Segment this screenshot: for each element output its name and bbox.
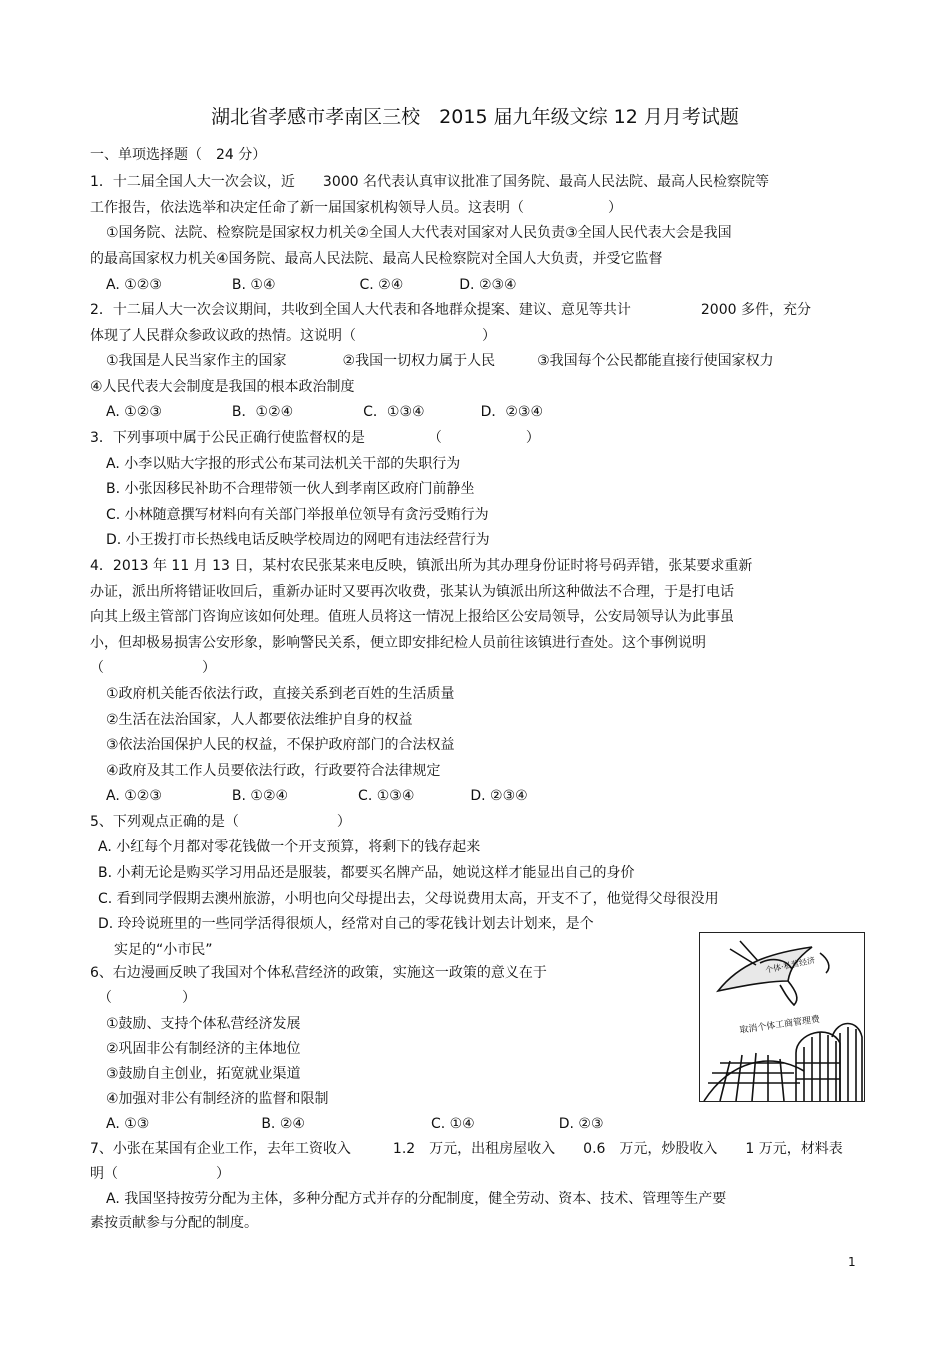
question-4-stem-cont-3: 小，但却极易损害公安形象，影响警民关系，便立即安排纪检人员前往该镇进行查处。这个事例说明 [90,635,706,651]
cartoon-caption-text: 取消个体工商管理费 [739,1014,821,1036]
cartoon-drawing [700,933,864,1101]
question-1-stem-cont: 工作报告，依法选举和决定任命了新一届国家机构领导人员。这表明（ ） [90,200,622,216]
question-3-option-a: A. 小李以贴大字报的形式公布某司法机关干部的失职行为 [106,456,461,472]
question-7-option-a-cont: 素按贡献参与分配的制度。 [90,1215,258,1231]
question-6-answer-bracket: （ ） [98,990,196,1006]
question-2-options: A. ①②③ B．①②④ C．①③④ D．②③④ [106,404,543,420]
question-1-statements-cont: 的最高国家权力机关④国务院、最高人民法院、最高人民检察院对全国人大负责，并受它监督 [90,251,663,267]
policy-cartoon [699,932,865,1102]
question-3-option-c: C. 小林随意撰写材料向有关部门举报单位领导有贪污受贿行为 [106,507,489,523]
question-6-options: A. ①③ B. ②④ C. ①④ D. ②③ [106,1116,604,1132]
question-3-option-d: D. 小王拨打市长热线电话反映学校周边的网吧有违法经营行为 [106,532,490,548]
page-title: 湖北省孝感市孝南区三校 2015 届九年级文综 12 月月考试题 [211,106,739,128]
page-number: 1 [848,1255,856,1269]
question-2-stem: 2．十二届人大一次会议期间，共收到全国人大代表和各地群众提案、建议、意见等共计 2000 多件，充分 [90,302,811,318]
question-4-statement-3: ③依法治国保护人民的权益，不保护政府部门的合法权益 [106,737,455,753]
question-4-stem-cont-1: 办证，派出所将错证收回后，重新办证时又要再次收费，张某认为镇派出所这种做法不合理，于是打电话 [90,584,734,600]
question-4-statement-4: ④政府及其工作人员要依法行政，行政要符合法律规定 [106,763,441,779]
question-4-statement-1: ①政府机关能否依法行政，直接关系到老百姓的生活质量 [106,686,455,702]
question-4-options: A. ①②③ B. ①②④ C. ①③④ D. ②③④ [106,788,528,804]
question-5-option-b: B. 小莉无论是购买学习用品还是服装，都要买名牌产品，她说这样才能显出自己的身价 [98,865,635,881]
question-6-stem: 6、右边漫画反映了我国对个体私营经济的政策，实施这一政策的意义在于 [90,965,547,981]
section-heading: 一、单项选择题（ 24 分） [90,147,267,163]
question-2-statements-cont: ④人民代表大会制度是我国的根本政治制度 [90,379,355,395]
question-6-statement-2: ②巩固非公有制经济的主体地位 [106,1041,301,1057]
question-7-answer-bracket: 明（ ） [90,1166,230,1182]
cartoon-banner-text: 个体·私营经济 [764,955,816,975]
question-7-option-a: A. 我国坚持按劳分配为主体，多种分配方式并存的分配制度，健全劳动、资本、技术、管理等生产要 [106,1191,727,1207]
question-4-answer-bracket: （ ） [90,660,216,676]
question-5-option-c: C. 看到同学假期去澳州旅游，小明也向父母提出去，父母说费用太高，开支不了，他觉得父母很没用 [98,891,719,907]
question-5-option-d-cont: 实足的“小市民” [114,942,213,958]
question-5-option-d: D. 玲玲说班里的一些同学活得很烦人，经常对自己的零花钱计划去计划来，是个 [98,916,594,932]
question-1-statements: ①国务院、法院、检察院是国家权力机关②全国人大代表对国家对人民负责③全国人民代表大会是我国 [106,225,732,241]
question-2-statements: ①我国是人民当家作主的国家 ②我国一切权力属于人民 ③我国每个公民都能直接行使国家权力 [106,353,774,369]
question-4-stem-cont-2: 向其上级主管部门咨询应该如何处理。值班人员将这一情况上报给区公安局领导，公安局领导认为此事虽 [90,609,734,625]
question-6-statement-1: ①鼓励、支持个体私营经济发展 [106,1016,301,1032]
question-3-option-b: B. 小张因移民补助不合理带领一伙人到孝南区政府门前静坐 [106,481,475,497]
question-6-statement-4: ④加强对非公有制经济的监督和限制 [106,1091,329,1107]
question-4-statement-2: ②生活在法治国家，人人都要依法维护自身的权益 [106,712,413,728]
question-1-stem: 1．十二届全国人大一次会议，近 3000 名代表认真审议批准了国务院、最高人民法院、最高人民检察院等 [90,174,769,190]
question-4-stem: 4．2013 年 11 月 13 日，某村农民张某来电反映，镇派出所为其办理身份证时将号码弄错，张某要求重新 [90,558,753,574]
question-1-options: A. ①②③ B. ①④ C. ②④ D. ②③④ [106,277,517,293]
question-2-stem-cont: 体现了人民群众参政议政的热情。这说明（ ） [90,328,496,344]
question-5-option-a: A. 小红每个月都对零花钱做一个开支预算，将剩下的钱存起来 [98,839,481,855]
question-5-stem: 5、下列观点正确的是（ ） [90,814,351,830]
question-7-stem: 7、小张在某国有企业工作，去年工资收入 1.2 万元，出租房屋收入 0.6 万元，炒股收入 1 万元，材料表 [90,1141,843,1157]
question-6-statement-3: ③鼓励自主创业，拓宽就业渠道 [106,1066,301,1082]
question-3-stem: 3．下列事项中属于公民正确行使监督权的是 （ ） [90,430,540,446]
